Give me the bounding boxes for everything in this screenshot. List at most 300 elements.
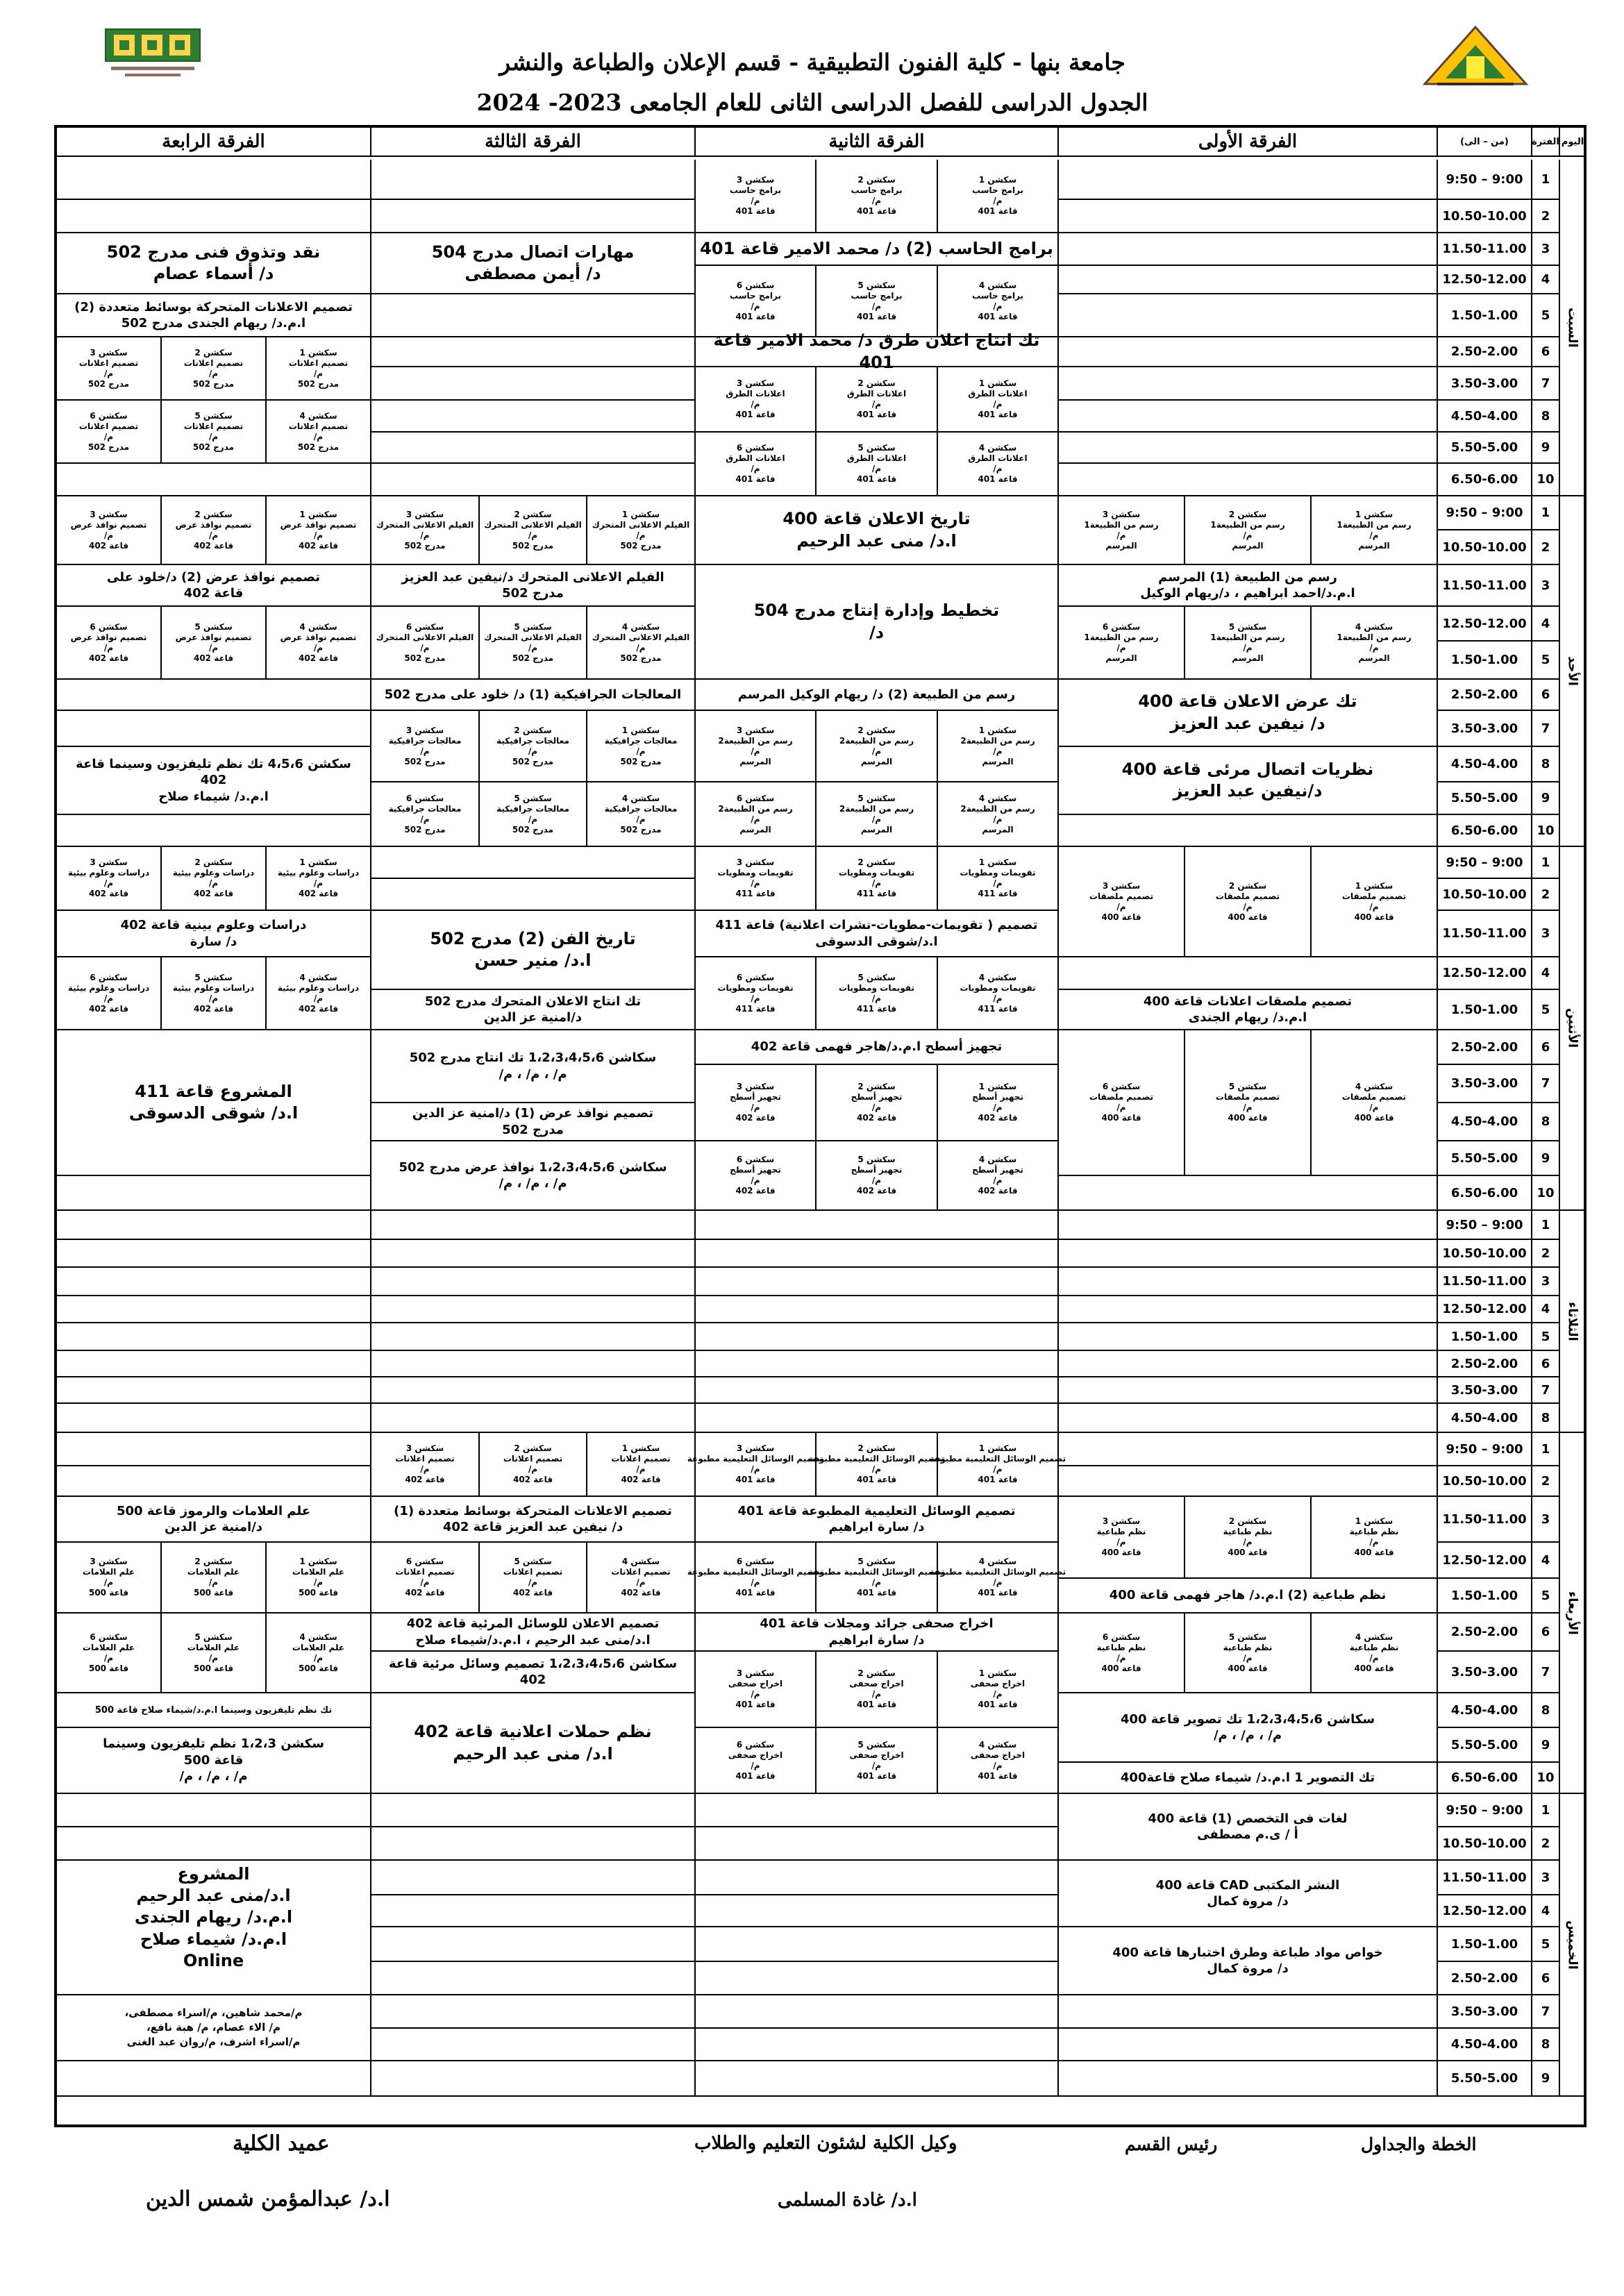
day-name: الأثنين	[1565, 1008, 1580, 1048]
section-cell	[57, 337, 162, 401]
section-cell	[817, 266, 938, 337]
period-number: 3	[1532, 1268, 1560, 1296]
section-subject: نظم طباعية	[1349, 1527, 1399, 1536]
time-range: 1.50-1.00	[1450, 1936, 1518, 1952]
period-time	[1438, 1543, 1532, 1579]
section-subject: رسم من الطبيعة2	[839, 803, 914, 814]
section-cell	[938, 433, 1059, 496]
time-range: 3.50-3.00	[1450, 1076, 1518, 1091]
time-range: 9:50 – 9:00	[1446, 1441, 1523, 1457]
section-assistant: م/	[528, 1464, 538, 1474]
section-assistant: م/	[1369, 1103, 1379, 1112]
time-range: 6.50-6.00	[1450, 1185, 1518, 1200]
empty-cell	[696, 1962, 1059, 1995]
course-text: علم العلامات والرموز قاعة 500 د/امنية عز الدين	[117, 1503, 311, 1534]
section-room: قاعة 500	[88, 1663, 129, 1673]
section-assistant: م/	[993, 399, 1003, 409]
course-cell	[371, 1693, 696, 1794]
section-cell	[1312, 607, 1438, 680]
time-range: 4.50-4.00	[1450, 757, 1518, 771]
section-number: سكشن 4	[1355, 1632, 1393, 1642]
section-subject: رسم من الطبيعة2	[960, 803, 1035, 814]
period-time	[1438, 911, 1532, 957]
time-range: 1.50-1.00	[1450, 1329, 1518, 1344]
col-period: الفترة	[1532, 136, 1559, 147]
course-cell	[1059, 1794, 1438, 1861]
section-cell	[938, 367, 1059, 433]
course-cell	[696, 1614, 1059, 1652]
section-assistant: م/	[313, 878, 324, 888]
section-cell	[817, 1728, 938, 1794]
section-assistant: م/	[636, 1577, 646, 1587]
section-subject: الفيلم الاعلانى المتحرك	[376, 632, 474, 642]
empty-cell	[696, 1827, 1059, 1861]
time-range: 4.50-4.00	[1450, 1114, 1518, 1129]
section-subject: تقويمات ومطويات	[960, 868, 1036, 878]
course-cell	[371, 680, 696, 711]
section-assistant: م/	[103, 1652, 114, 1663]
section-number: سكشن 6	[405, 1557, 444, 1566]
section-number: سكشن 5	[1228, 1082, 1267, 1091]
period-number: 5	[1532, 1927, 1560, 1962]
section-cell	[938, 1065, 1059, 1141]
period-time	[1438, 1176, 1532, 1211]
empty-cell	[371, 367, 696, 401]
period-time	[1438, 1579, 1532, 1614]
section-room: قاعة 401	[856, 474, 897, 484]
section-room: قاعة 411	[735, 1003, 776, 1014]
section-cell	[808, 1433, 945, 1497]
footer-vice-name: ا.د/ غادة المسلمى	[778, 2190, 917, 2211]
period-time	[1438, 565, 1532, 607]
section-room: قاعة 401	[978, 474, 1018, 484]
section-number: سكشن 3	[736, 1668, 775, 1678]
section-room: قاعة 400	[1101, 1548, 1141, 1557]
section-cell	[267, 847, 371, 911]
section-cell	[587, 496, 696, 565]
section-room: قاعة 411	[978, 1003, 1018, 1014]
section-assistant: م/	[751, 746, 760, 756]
section-room: المرسم	[982, 824, 1014, 835]
section-subject: تصميم الوسائل التعليمية مطبوعة	[687, 1454, 824, 1464]
course-cell	[371, 1497, 696, 1543]
section-assistant: م/	[208, 642, 219, 653]
section-subject: تصميم اعلانات	[395, 1454, 455, 1464]
course-text: دراسات وعلوم بينية قاعة 402 د/ سارة	[120, 918, 307, 949]
section-assistant: م/	[103, 431, 114, 442]
section-number: سكشن 1	[299, 857, 337, 867]
period-time	[1438, 1141, 1532, 1176]
period-number: 6	[1532, 1614, 1560, 1652]
section-number: سكشن 3	[405, 1443, 444, 1453]
header-y3	[371, 128, 696, 157]
section-subject: تصميم ملصقات	[1341, 1092, 1407, 1102]
empty-cell	[1059, 233, 1438, 266]
period-number: 9	[1532, 2061, 1560, 2097]
section-room: قاعة 401	[735, 474, 776, 484]
course-cell	[696, 233, 1059, 266]
empty-cell	[371, 1995, 696, 2029]
section-room: قاعة 402	[512, 1588, 553, 1598]
section-subject: دراسات وعلوم بيئية	[172, 982, 255, 993]
section-number: سكشن 4	[299, 410, 337, 421]
period-number: 4	[1532, 1543, 1560, 1579]
empty-cell	[57, 200, 371, 233]
section-assistant: م/	[993, 196, 1003, 206]
empty-cell	[1059, 337, 1438, 367]
time-range: 11.50-11.00	[1442, 1274, 1527, 1289]
section-assistant: م/	[528, 746, 538, 756]
course-text: تصميم الوسائل التعليمية المطبوعة قاعة 401 د/ سارة ابراهيم	[737, 1503, 1016, 1534]
section-subject: علم العلامات	[187, 1567, 240, 1577]
section-assistant: م/	[871, 196, 882, 206]
section-number: سكشن 2	[857, 1668, 896, 1678]
section-number: سكشن 4	[978, 1739, 1017, 1750]
course-text: تك عرض الاعلان قاعة 400 د/ نيفين عبد العزيز	[1138, 692, 1357, 733]
period-time	[1438, 1103, 1532, 1141]
section-cell	[480, 496, 587, 565]
course-cell	[1059, 565, 1438, 607]
period-time	[1438, 1927, 1532, 1962]
course-cell	[1059, 1763, 1438, 1794]
section-assistant: م/	[993, 1464, 1003, 1474]
period-time	[1438, 1962, 1532, 1995]
section-room: مدرج 502	[512, 824, 554, 835]
col-y3: الفرقة الثالثة	[485, 131, 581, 152]
empty-cell	[371, 464, 696, 496]
day-label	[1560, 160, 1587, 496]
period-number: 6	[1532, 337, 1560, 367]
empty-cell	[1059, 294, 1438, 337]
section-number: سكشن 2	[1228, 880, 1267, 891]
empty-cell	[371, 1211, 696, 1240]
section-assistant: م/	[528, 814, 538, 824]
section-cell	[371, 782, 480, 847]
course-text: تك نظم تليفزيون وسينما ا.م.د/شيماء صلاح قاعة 500	[94, 1704, 333, 1716]
course-cell	[696, 1497, 1059, 1543]
time-range: 10.50-10.00	[1442, 539, 1527, 555]
empty-cell	[696, 1794, 1059, 1827]
section-cell	[696, 266, 817, 337]
period-number: 9	[1532, 782, 1560, 815]
header-y1	[1059, 128, 1438, 157]
empty-cell	[57, 1323, 371, 1351]
section-number: سكشن 5	[857, 443, 896, 453]
section-cell	[57, 607, 162, 680]
period-number: 8	[1532, 747, 1560, 782]
section-number: سكشن 3	[405, 509, 444, 519]
section-assistant: م/	[1243, 901, 1253, 912]
section-number: سكشن 4	[1355, 1082, 1393, 1091]
section-subject: تصميم ملصقات	[1089, 891, 1154, 901]
section-assistant: م/	[871, 878, 882, 888]
period-time	[1438, 2061, 1532, 2097]
period-time	[1438, 747, 1532, 782]
section-subject: الفيلم الاعلانى المتحرك	[484, 632, 582, 642]
section-subject: تصميم ملصقات	[1341, 891, 1407, 901]
section-subject: معالجات جرافيكية	[388, 735, 462, 746]
period-number: 3	[1532, 233, 1560, 266]
section-subject: الفيلم الاعلانى المتحرك	[592, 519, 690, 530]
empty-cell	[696, 1377, 1059, 1404]
section-number: سكشن 6	[90, 410, 128, 421]
course-cell	[371, 1614, 696, 1652]
section-cell	[371, 607, 480, 680]
section-room: قاعة 402	[735, 1186, 776, 1196]
section-cell	[817, 160, 938, 233]
footer-dean-name: ا.د/ عبدالمؤمن شمس الدين	[146, 2187, 390, 2211]
section-assistant: م/	[1369, 1652, 1379, 1663]
section-room: مدرج 502	[620, 756, 662, 766]
period-number: 7	[1532, 1652, 1560, 1693]
section-assistant: م/	[993, 1760, 1003, 1770]
time-range: 11.50-11.00	[1442, 1511, 1527, 1527]
period-number: 8	[1532, 1404, 1560, 1433]
section-subject: علم العلامات	[82, 1567, 135, 1577]
section-assistant: م/	[208, 368, 219, 378]
section-subject: معالجات جرافيكية	[604, 735, 678, 746]
period-time	[1438, 1323, 1532, 1351]
section-room: قاعة 402	[88, 1003, 129, 1014]
section-subject: تصميم اعلانات	[288, 421, 349, 431]
time-range: 12.50-12.00	[1442, 272, 1527, 287]
section-number: سكشن 3	[90, 347, 128, 358]
section-subject: علم العلامات	[292, 1642, 345, 1652]
section-room: قاعة 400	[1101, 1113, 1141, 1123]
period-time	[1438, 1497, 1532, 1543]
section-room: قاعة 401	[856, 1475, 897, 1484]
section-cell	[696, 711, 817, 782]
period-number: 6	[1532, 1030, 1560, 1065]
section-room: مدرج 502	[87, 378, 130, 389]
section-room: المرسم	[739, 824, 771, 835]
period-number: 7	[1532, 1995, 1560, 2029]
section-room: قاعة 402	[735, 1113, 776, 1123]
section-assistant: م/	[871, 1103, 882, 1112]
time-range: 10.50-10.00	[1442, 1473, 1527, 1489]
course-cell	[1059, 747, 1438, 815]
section-room: مدرج 502	[620, 653, 662, 663]
section-room: مدرج 502	[512, 540, 554, 551]
section-cell	[587, 782, 696, 847]
header-subtitle: الجدول الدراسى للفصل الدراسى الثانى للعام الجامعى 2023- 2024	[476, 89, 1148, 116]
section-room: قاعة 402	[88, 889, 129, 898]
section-number: سكشن 1	[978, 1443, 1017, 1453]
section-room: مدرج 502	[404, 653, 446, 663]
section-room: قاعة 402	[978, 1186, 1018, 1196]
section-number: سكشن 4	[978, 443, 1017, 453]
day-name: الثلاثاء	[1565, 1301, 1580, 1341]
empty-cell	[696, 1995, 1059, 2029]
course-text: نظم طباعية (2) ا.م.د/ هاجر فهمى قاعة 400	[1109, 1588, 1387, 1603]
section-number: سكشن 6	[405, 621, 444, 632]
time-range: 1.50-1.00	[1450, 1588, 1518, 1603]
empty-cell	[371, 2061, 696, 2097]
section-assistant: م/	[420, 642, 430, 653]
period-number: 1	[1532, 1433, 1560, 1466]
section-number: سكشن 3	[736, 1082, 775, 1091]
section-room: قاعة 402	[88, 653, 129, 663]
section-room: قاعة 401	[735, 206, 776, 216]
empty-cell	[1059, 433, 1438, 464]
time-range: 5.50-5.00	[1450, 791, 1518, 805]
section-assistant: م/	[751, 464, 760, 474]
section-number: سكشن 3	[1102, 509, 1141, 519]
section-cell	[817, 1065, 938, 1141]
section-assistant: م/	[636, 530, 646, 540]
section-cell	[696, 1728, 817, 1794]
section-assistant: م/	[871, 1689, 882, 1699]
section-assistant: م/	[751, 993, 760, 1003]
course-cell	[696, 680, 1059, 711]
section-room: قاعة 500	[298, 1663, 339, 1673]
course-text: تاريخ الفن (2) مدرج 502 ا.د/ منير حسن	[430, 928, 636, 970]
section-subject: نظم طباعية	[1223, 1642, 1273, 1652]
empty-cell	[57, 1351, 371, 1377]
course-cell	[57, 294, 371, 337]
empty-cell	[371, 1323, 696, 1351]
section-room: قاعة 500	[193, 1663, 234, 1673]
empty-cell	[1059, 1323, 1438, 1351]
section-assistant: م/	[1369, 530, 1379, 540]
empty-cell	[1059, 1377, 1438, 1404]
section-assistant: م/	[751, 1577, 760, 1587]
course-cell	[696, 330, 1059, 372]
section-room: قاعة 401	[978, 1588, 1018, 1598]
section-cell	[480, 1543, 587, 1614]
section-number: سكشن 6	[1102, 621, 1141, 632]
time-range: 3.50-3.00	[1450, 2004, 1518, 2019]
section-cell	[1185, 1614, 1312, 1693]
section-subject: اعلانات الطرق	[726, 453, 785, 463]
section-subject: تصميم نوافذ عرض	[70, 519, 147, 530]
section-room: قاعة 401	[735, 1700, 776, 1709]
section-cell	[696, 367, 817, 433]
section-assistant: م/	[751, 399, 760, 409]
section-assistant: م/	[871, 746, 882, 756]
section-subject: تجهيز أسطح	[730, 1092, 781, 1102]
section-assistant: م/	[871, 814, 882, 824]
period-number: 9	[1532, 433, 1560, 464]
course-cell	[696, 565, 1059, 680]
empty-cell	[1059, 266, 1438, 294]
course-cell	[371, 990, 696, 1030]
section-number: سكشن 4	[978, 1155, 1017, 1164]
section-assistant: م/	[636, 746, 646, 756]
course-text: تصميم الاعلانات المتحركة بوسائط متعددة (2) ا.م.د/ ريهام الجندى مدرج 502	[74, 299, 353, 330]
section-cell	[480, 607, 587, 680]
time-range: 12.50-12.00	[1442, 1552, 1527, 1568]
course-text: رسم من الطبيعة (2) د/ ريهام الوكيل المرسم	[737, 687, 1016, 702]
section-subject: برامج حاسب	[972, 290, 1023, 301]
section-subject: الفيلم الاعلانى المتحرك	[592, 632, 690, 642]
period-time	[1438, 433, 1532, 464]
col-y4: الفرقة الرابعة	[162, 131, 265, 152]
section-number: سكشن 2	[1228, 1516, 1267, 1526]
section-number: سكشن 3	[90, 1557, 128, 1566]
empty-cell	[57, 1377, 371, 1404]
section-room: قاعة 402	[978, 1113, 1018, 1123]
section-cell	[371, 1543, 480, 1614]
section-number: سكشن 6	[1102, 1632, 1141, 1642]
section-cell	[267, 1614, 371, 1693]
empty-cell	[371, 337, 696, 367]
header-title: جامعة بنها - كلية الفنون التطبيقية - قسم الإعلان والطباعة والنشر	[499, 49, 1125, 76]
empty-cell	[696, 1211, 1059, 1240]
section-cell	[1185, 607, 1312, 680]
time-range: 1.50-1.00	[1450, 653, 1518, 667]
section-assistant: م/	[993, 1175, 1003, 1185]
section-number: سكشن 5	[194, 1632, 233, 1642]
section-number: سكشن 3	[1102, 1516, 1141, 1526]
section-assistant: م/	[528, 642, 538, 653]
course-text: تصميم نوافذ عرض (2) د/خلود على قاعة 402	[107, 569, 320, 601]
empty-cell	[1059, 464, 1438, 496]
day-name: السبت	[1565, 307, 1580, 348]
course-text: خواص مواد طباعة وطرق اختبارها قاعة 400 د/ مروة كمال	[1112, 1945, 1383, 1976]
section-room: قاعة 411	[856, 889, 897, 898]
period-number: 4	[1532, 266, 1560, 294]
time-range: 10.50-10.00	[1442, 1246, 1527, 1261]
section-room: المرسم	[860, 756, 893, 766]
section-number: سكشن 6	[405, 793, 444, 803]
period-number: 10	[1532, 464, 1560, 496]
section-subject: تجهيز أسطح	[851, 1165, 903, 1175]
section-cell	[817, 782, 938, 847]
course-cell	[696, 1030, 1059, 1065]
empty-cell	[57, 1176, 371, 1211]
section-cell	[687, 1433, 824, 1497]
section-number: سكشن 2	[857, 1082, 896, 1091]
section-assistant: م/	[871, 1760, 882, 1770]
section-subject: علم العلامات	[292, 1567, 345, 1577]
section-assistant: م/	[103, 1577, 114, 1587]
period-time	[1438, 1763, 1532, 1794]
section-cell	[1059, 1497, 1185, 1579]
section-assistant: م/	[871, 1577, 882, 1587]
course-text: تخطيط وإدارة إنتاج مدرج 504 د/	[753, 601, 1000, 642]
section-subject: رسم من الطبيعة2	[839, 735, 914, 746]
day-label	[1560, 1433, 1587, 1794]
section-number: سكشن 6	[1102, 1082, 1141, 1091]
section-number: سكشن 4	[621, 793, 660, 803]
section-number: سكشن 6	[736, 1155, 775, 1164]
schedule-table	[54, 125, 1587, 2127]
course-text: برامج الحاسب (2) د/ محمد الامير قاعة 401	[700, 238, 1053, 258]
course-cell	[57, 1497, 371, 1543]
section-cell	[938, 1728, 1059, 1794]
section-room: قاعة 500	[88, 1588, 129, 1598]
section-room: مدرج 502	[192, 378, 235, 389]
period-time	[1438, 957, 1532, 990]
section-number: سكشن 2	[857, 175, 896, 185]
section-room: قاعة 400	[1228, 912, 1268, 922]
period-time	[1438, 1614, 1532, 1652]
time-range: 2.50-2.00	[1450, 687, 1518, 702]
section-room: قاعة 401	[978, 206, 1018, 216]
section-cell	[587, 1433, 696, 1497]
time-range: 2.50-2.00	[1450, 1625, 1518, 1639]
section-assistant: م/	[751, 1689, 760, 1699]
empty-cell	[371, 879, 696, 911]
section-cell	[57, 401, 162, 464]
period-time	[1438, 1268, 1532, 1296]
time-range: 6.50-6.00	[1450, 823, 1518, 838]
course-cell	[57, 233, 371, 294]
empty-cell	[1059, 200, 1438, 233]
section-room: قاعة 400	[1228, 1663, 1268, 1673]
empty-cell	[371, 1962, 696, 1995]
